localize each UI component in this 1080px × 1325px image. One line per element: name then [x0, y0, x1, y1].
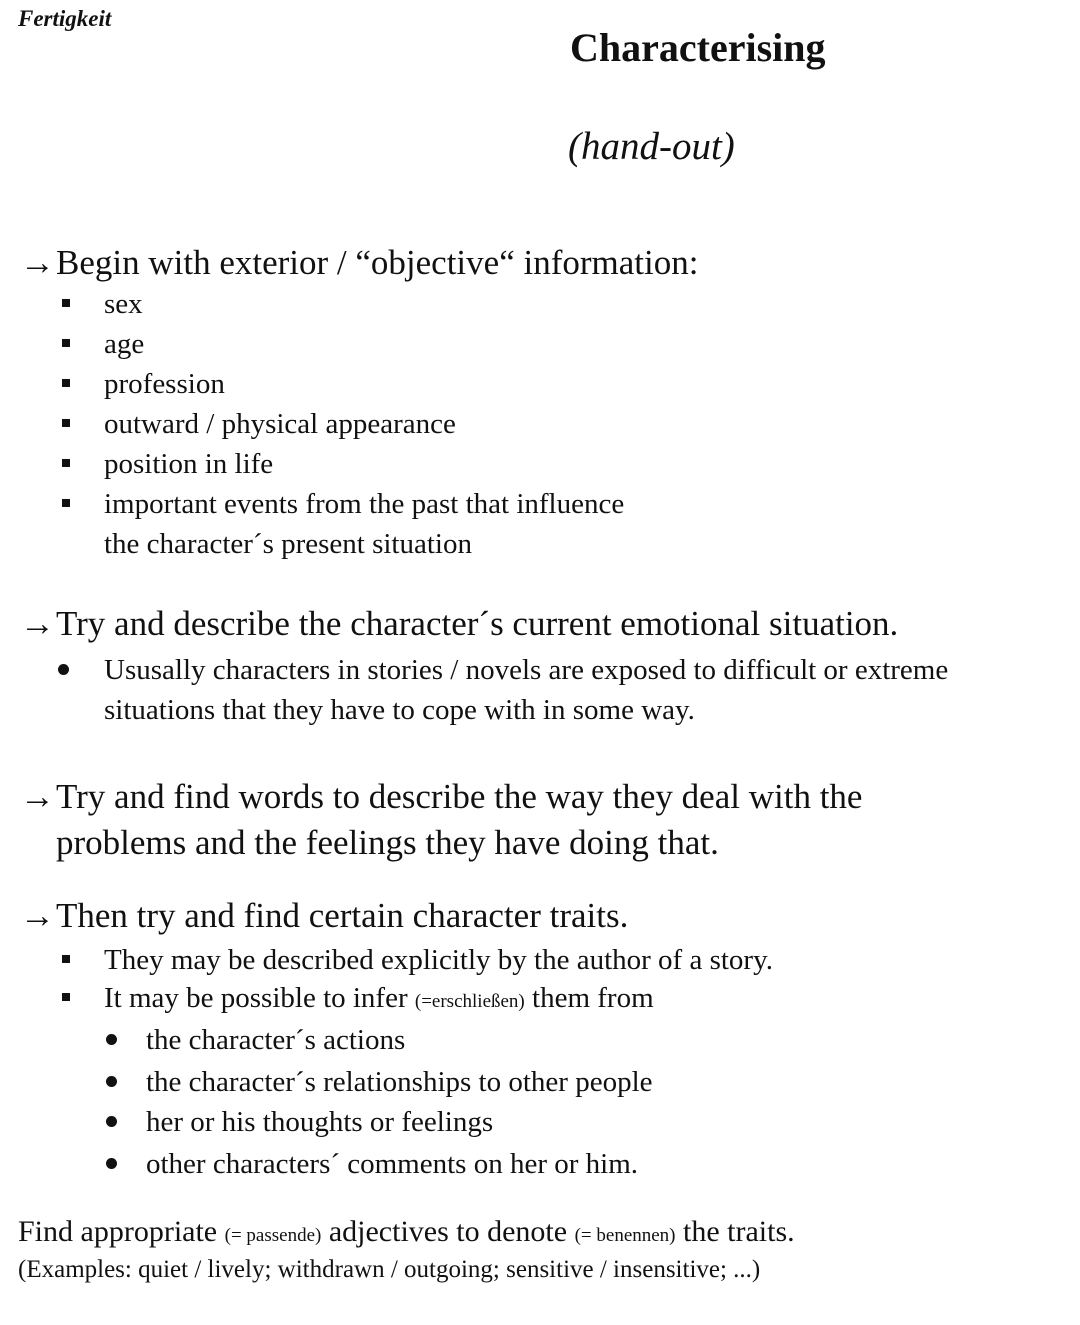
- list-item: important events from the past that influence: [62, 484, 624, 524]
- list-item: It may be possible to infer (=erschließen) them from: [62, 978, 654, 1022]
- section-1-heading-text: Begin with exterior / “objective“ information:: [56, 243, 699, 282]
- list-item: position in life: [62, 444, 273, 484]
- arrow-right-icon: →: [20, 777, 55, 816]
- list-item: Ususally characters in stories / novels are exposed to difficult or extreme: [58, 650, 948, 690]
- section-3-heading-line1: Try and find words to describe the way they deal with the: [56, 777, 863, 816]
- list-item-continuation: the character´s present situation: [104, 528, 472, 560]
- sub-list-item: other characters´ comments on her or him.: [106, 1144, 638, 1184]
- round-bullet-icon: [58, 664, 69, 675]
- round-bullet-icon: [106, 1034, 117, 1045]
- footer-instruction: Find appropriate (= passende) adjectives to denote (= benennen) the traits.: [18, 1215, 795, 1248]
- section-4-heading: [20, 893, 628, 939]
- square-bullet-icon: [62, 955, 70, 963]
- round-bullet-icon: [106, 1116, 117, 1127]
- translation-note: (= benennen): [574, 1225, 676, 1246]
- arrow-right-icon: →: [20, 604, 55, 643]
- list-item: outward / physical appearance: [62, 404, 456, 444]
- round-bullet-icon: [106, 1158, 117, 1169]
- arrow-right-icon: →: [20, 243, 55, 282]
- footer-examples: (Examples: quiet / lively; withdrawn / outgoing; sensitive / insensitive; ...): [18, 1256, 761, 1283]
- section-3-heading: [20, 774, 862, 866]
- square-bullet-icon: [62, 379, 70, 387]
- section-3-heading-line2: problems and the feelings they have doing that.: [56, 823, 719, 862]
- square-bullet-icon: [62, 299, 70, 307]
- square-bullet-icon: [62, 499, 70, 507]
- round-bullet-icon: [106, 1076, 117, 1087]
- square-bullet-icon: [62, 993, 70, 1001]
- page-subtitle: (hand-out): [568, 125, 735, 168]
- page-title: Characterising: [570, 25, 826, 70]
- section-4-heading-text: Then try and find certain character traits.: [56, 896, 629, 935]
- list-item-continuation: situations that they have to cope with in some way.: [104, 694, 695, 726]
- list-item: age: [62, 324, 144, 364]
- arrow-right-icon: →: [20, 896, 55, 935]
- square-bullet-icon: [62, 459, 70, 467]
- sub-list-item: the character´s relationships to other people: [106, 1062, 653, 1102]
- section-1-heading: [20, 240, 698, 286]
- list-item: They may be described explicitly by the author of a story.: [62, 940, 773, 980]
- translation-note: (=erschließen): [414, 991, 525, 1012]
- sub-list-item: her or his thoughts or feelings: [106, 1102, 493, 1142]
- translation-note: (= passende): [224, 1225, 322, 1246]
- sub-list-item: the character´s actions: [106, 1020, 405, 1060]
- list-item: sex: [62, 284, 143, 324]
- square-bullet-icon: [62, 419, 70, 427]
- section-2-heading-text: Try and describe the character´s current emotional situation.: [56, 604, 899, 643]
- square-bullet-icon: [62, 339, 70, 347]
- list-item: profession: [62, 364, 225, 404]
- section-2-heading: [20, 601, 898, 647]
- corner-label: Fertigkeit: [18, 6, 112, 31]
